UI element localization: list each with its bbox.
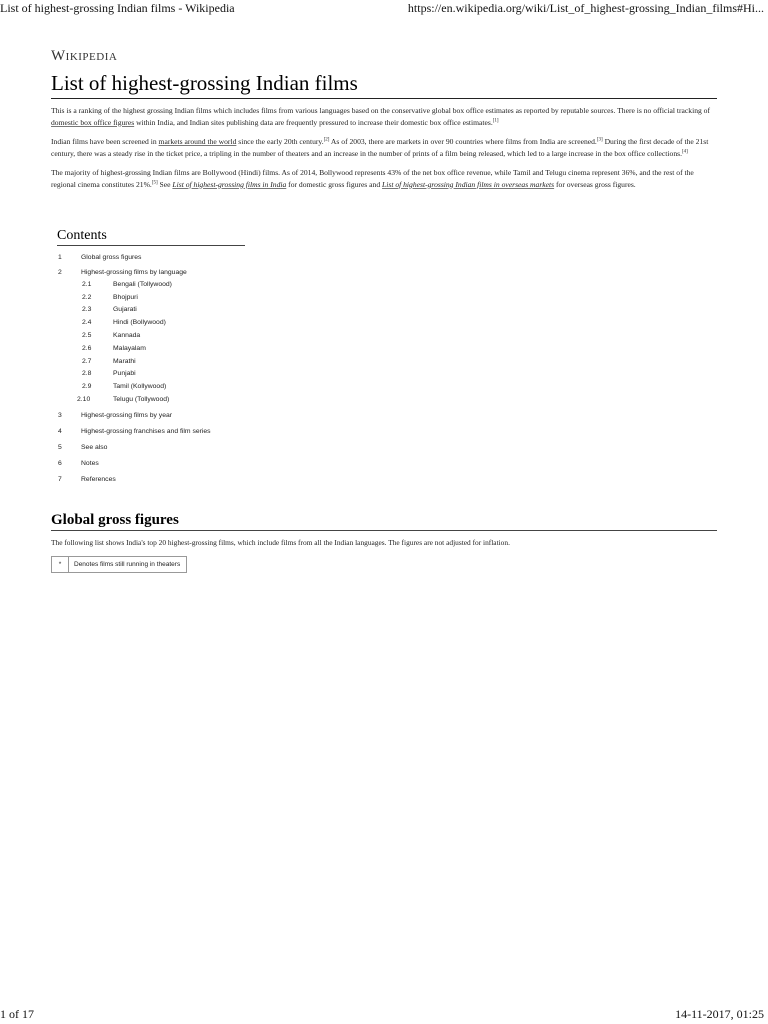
text-run: As of 2003, there are markets in over 90 countries where films from India are screened. [329, 137, 597, 146]
link-highest-grossing-india[interactable]: List of highest-grossing films in India [172, 179, 287, 189]
toc-number: 2.5 [82, 332, 92, 340]
toc-number: 2.2 [82, 293, 92, 301]
toc-label[interactable]: Malayalam [113, 344, 146, 352]
section-heading-global-gross: Global gross figures [51, 512, 717, 531]
citation-4[interactable]: [4] [681, 148, 688, 154]
section-intro-text: The following list shows India's top 20 highest-grossing films, which include films from all the Indian languages. The figures are not adjusted for inflation. [51, 537, 510, 547]
citation-5[interactable]: [5] [151, 179, 158, 185]
toc-label[interactable]: See also [81, 443, 108, 451]
toc-item[interactable] [57, 409, 245, 422]
toc-number: 2.8 [82, 370, 92, 378]
toc-label[interactable]: Global gross figures [81, 254, 142, 261]
text-run: This is a ranking of the highest grossing Indian films which includes films from various languages based on the conservative global box office estimates as reported by reputable sources. There is no official tracking of [51, 106, 711, 115]
text-run: for domestic gross figures and [286, 179, 383, 189]
toc-number: 2.3 [82, 306, 92, 314]
text-run: since the early 20th century. [236, 137, 324, 146]
toc-label[interactable]: References [81, 475, 116, 483]
wikipedia-wordmark[interactable]: Wikipedia [51, 48, 118, 64]
intro-paragraph-3 [51, 167, 717, 190]
toc-subitem[interactable] [57, 342, 245, 355]
toc-label[interactable]: Kannada [113, 332, 141, 340]
toc-label[interactable]: Gujarati [113, 306, 137, 314]
toc-label[interactable]: Tamil (Kollywood) [113, 383, 167, 391]
toc-item[interactable] [57, 473, 245, 486]
link-domestic-box-office[interactable]: domestic box office figures [51, 117, 135, 127]
text-run: within India, and Indian sites publishing data are frequently pressured to increase their domestic box office estimates. [134, 117, 493, 127]
citation-3[interactable]: [3] [596, 137, 603, 143]
legend-symbol: * [52, 557, 69, 572]
toc-item[interactable] [57, 425, 245, 438]
toc-item[interactable] [57, 457, 245, 470]
text-run: See [157, 179, 173, 189]
toc-number: 7 [58, 475, 62, 483]
toc-number: 6 [58, 459, 62, 467]
toc-label[interactable]: Highest-grossing films by year [81, 411, 173, 419]
table-of-contents [57, 228, 245, 486]
citation-1[interactable]: [1] [492, 117, 499, 123]
page-title: List of highest-grossing Indian films [51, 71, 717, 99]
toc-number: 3 [58, 411, 62, 419]
print-footer-datetime: 14-11-2017, 01:25 [675, 1007, 764, 1021]
toc-subitem[interactable] [57, 380, 245, 393]
print-header-url: https://en.wikipedia.org/wiki/List_of_highest-grossing_Indian_films#Hi... [407, 1, 764, 15]
text-run: for overseas gross figures. [554, 179, 636, 189]
legend-description: Denotes films still running in theaters [74, 560, 181, 568]
text-run: During the first decade of the 21st century, there was a steady rise in the ticket price, a tripling in the number of theaters and an increase in the number of prints of a film being released, which led to a large increase in the box office collections. [51, 137, 709, 158]
toc-subitem[interactable] [57, 278, 245, 291]
toc-number: 2 [58, 269, 62, 276]
toc-label[interactable]: Hindi (Bollywood) [113, 319, 166, 327]
article [51, 48, 717, 573]
toc-subitem[interactable] [57, 393, 245, 406]
link-highest-grossing-overseas[interactable]: List of highest-grossing Indian films in overseas markets [382, 179, 555, 189]
toc-label[interactable]: Marathi [113, 357, 136, 365]
toc-subitem[interactable] [57, 329, 245, 342]
toc-label[interactable]: Bengali (Tollywood) [113, 280, 172, 288]
print-header-title: List of highest-grossing Indian films - Wikipedia [0, 1, 235, 15]
toc-number: 5 [58, 443, 62, 451]
text-run: Indian films have been screened in [51, 137, 159, 146]
legend-box [51, 556, 187, 573]
text-run: The majority of highest-grossing Indian films are Bollywood (Hindi) films. As of 2014, Bollywood represents 43% of the net box office revenue, while Tamil and Telugu cinema represent 36%, and the rest of the regional cinema constitutes 21%. [51, 168, 694, 189]
toc-label[interactable]: Punjabi [113, 370, 136, 378]
toc-number: 2.6 [82, 344, 92, 352]
toc-subitem[interactable] [57, 304, 245, 317]
intro-paragraph-1 [51, 105, 717, 128]
link-markets-around-world[interactable]: markets around the world [158, 137, 237, 146]
toc-label[interactable]: Highest-grossing films by language [81, 269, 187, 276]
toc-item[interactable] [57, 251, 245, 264]
toc-subitem[interactable] [57, 291, 245, 304]
toc-label[interactable]: Telugu (Tollywood) [113, 396, 170, 404]
toc-number: 2.9 [82, 383, 92, 391]
toc-subitem[interactable] [57, 316, 245, 329]
toc-label[interactable]: Highest-grossing franchises and film series [81, 427, 211, 435]
toc-label[interactable]: Bhojpuri [113, 293, 138, 301]
toc-subitem[interactable] [57, 355, 245, 368]
toc-title: Contents [57, 228, 245, 246]
toc-number: 2.7 [82, 357, 92, 365]
toc-number: 2.10 [77, 396, 91, 404]
toc-number: 2.1 [82, 280, 92, 288]
toc-number: 4 [58, 427, 62, 435]
citation-2[interactable]: [2] [323, 137, 330, 143]
toc-item[interactable] [57, 267, 245, 278]
toc-number: 2.4 [82, 319, 92, 327]
toc-number: 1 [58, 254, 62, 261]
toc-label[interactable]: Notes [81, 459, 99, 467]
toc-item[interactable] [57, 441, 245, 454]
toc-subitem[interactable] [57, 368, 245, 381]
intro-paragraph-2 [51, 136, 717, 159]
print-footer-page: 1 of 17 [0, 1007, 34, 1021]
